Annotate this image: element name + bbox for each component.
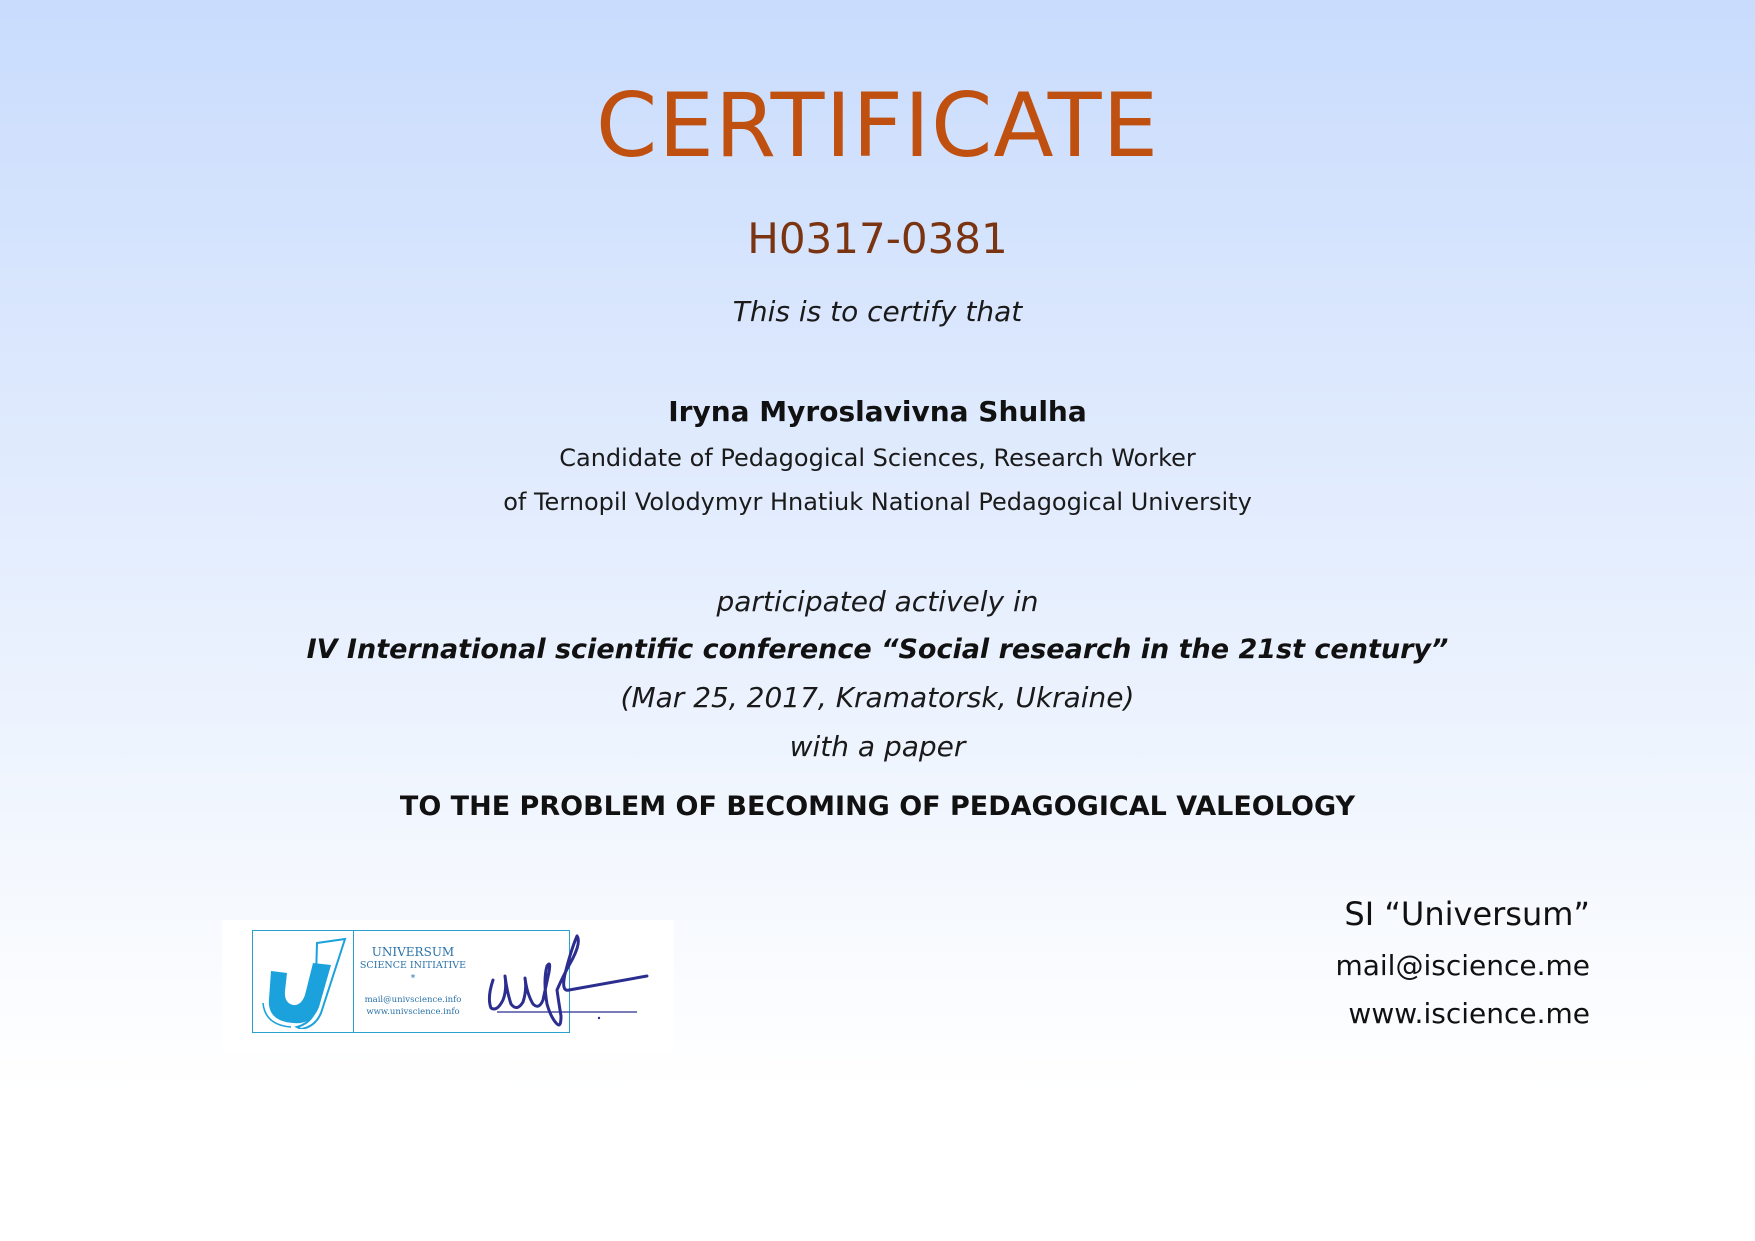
stamp-line-universum: UNIVERSUM xyxy=(371,945,455,959)
stamp-line-star: * xyxy=(410,974,416,984)
certify-text: This is to certify that xyxy=(732,295,1023,328)
stamp-website: www.univscience.info xyxy=(366,1007,460,1017)
paper-title: TO THE PROBLEM OF BECOMING OF PEDAGOGICAL VALEOLOGY xyxy=(399,791,1356,822)
stamp-text-block xyxy=(355,945,471,1018)
organization-email[interactable]: mail@iscience.me xyxy=(1335,949,1590,982)
organization-website[interactable]: www.iscience.me xyxy=(1348,997,1590,1030)
with-paper-text: with a paper xyxy=(789,730,966,763)
organization-name: SI “Universum” xyxy=(1344,895,1590,933)
stamp-email: mail@univscience.info xyxy=(364,995,462,1005)
stamp-line-initiative: SCIENCE INITIATIVE xyxy=(359,960,467,971)
recipient-name: Iryna Myroslavivna Shulha xyxy=(668,395,1087,428)
signature-icon xyxy=(477,920,667,1040)
stamp-divider xyxy=(353,931,354,1032)
stamp-and-signature xyxy=(222,920,674,1054)
certificate-id: H0317-0381 xyxy=(747,214,1008,263)
conference-title: IV International scientific conference “Social research in the 21st century” xyxy=(306,634,1449,665)
certificate-title: CERTIFICATE xyxy=(595,74,1160,177)
universum-logo-icon xyxy=(257,933,349,1029)
recipient-affiliation: of Ternopil Volodymyr Hnatiuk National Pedagogical University xyxy=(503,488,1252,516)
participated-text: participated actively in xyxy=(716,585,1039,618)
recipient-position: Candidate of Pedagogical Sciences, Research Worker xyxy=(559,444,1196,472)
conference-details: (Mar 25, 2017, Kramatorsk, Ukraine) xyxy=(620,681,1135,714)
